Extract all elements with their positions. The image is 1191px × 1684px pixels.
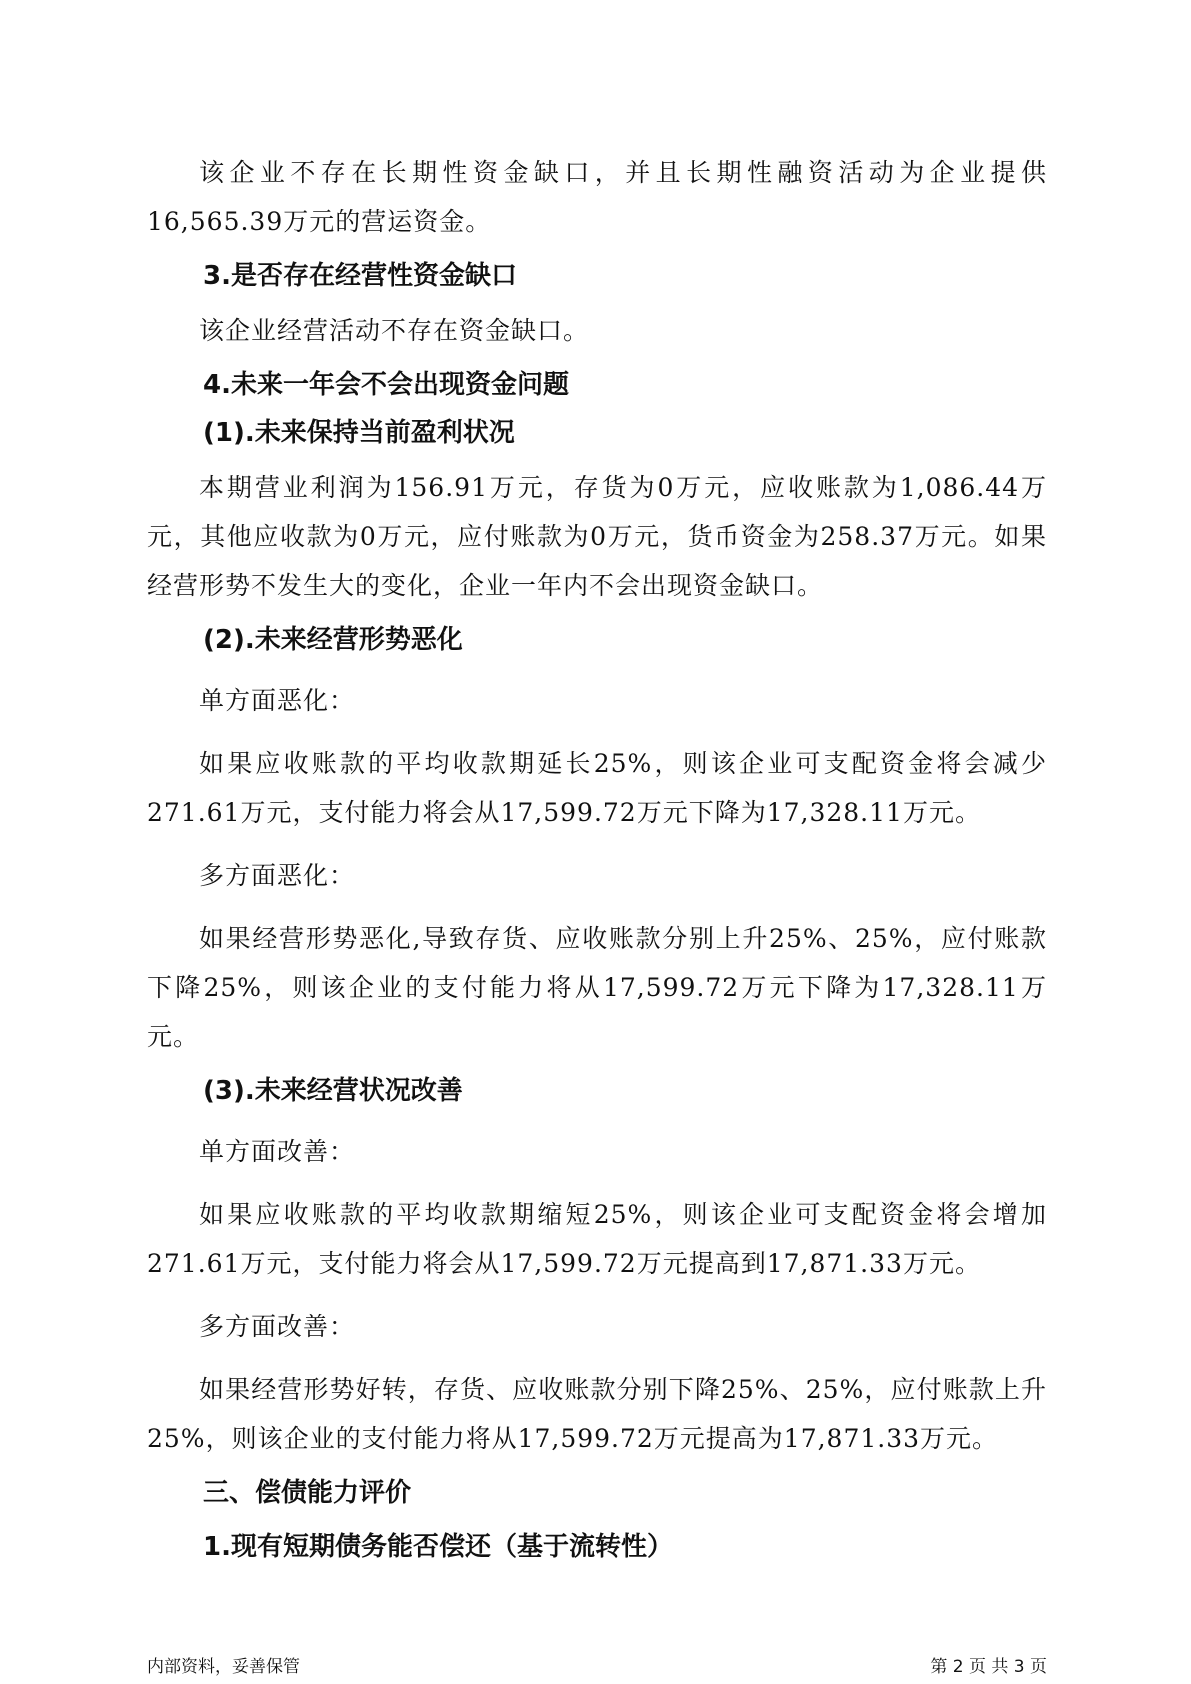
paragraph: 多方面恶化： xyxy=(199,861,356,890)
paragraph: 如果经营形势好转，存货、应收账款分别下降25%、25%，应付账款上升25%，则该企业的支付能力将从17,599.72万元提高为17,871.33万元。 xyxy=(147,1375,1047,1453)
heading-keep-profit: (1).未来保持当前盈利状况 xyxy=(203,418,515,448)
heading-operating-gap: 3.是否存在经营性资金缺口 xyxy=(203,261,517,291)
paragraph: 单方面改善： xyxy=(199,1137,356,1166)
heading-worsen: (2).未来经营形势恶化 xyxy=(203,625,463,655)
paragraph: 如果应收账款的平均收款期延长25%，则该企业可支配资金将会减少271.61万元，支付能力将会从17,599.72万元下降为17,328.11万元。 xyxy=(147,749,1047,827)
paragraph: 如果应收账款的平均收款期缩短25%，则该企业可支配资金将会增加271.61万元，支付能力将会从17,599.72万元提高到17,871.33万元。 xyxy=(147,1200,1047,1278)
paragraph: 多方面改善： xyxy=(199,1312,356,1341)
heading-short-term-debt: 1.现有短期债务能否偿还（基于流转性） xyxy=(203,1532,673,1562)
paragraph: 该企业经营活动不存在资金缺口。 xyxy=(199,316,590,345)
footer-confidential-note: 内部资料，妥善保管 xyxy=(147,1657,300,1677)
heading-improve: (3).未来经营状况改善 xyxy=(203,1076,463,1106)
paragraph: 本期营业利润为156.91万元，存货为0万元，应收账款为1,086.44万元，其他应收款为0万元，应付账款为0万元，货币资金为258.37万元。如果经营形势不发生大的变化，企业一年内不会出现资金缺口。 xyxy=(147,473,1047,600)
heading-next-year: 4.未来一年会不会出现资金问题 xyxy=(203,370,569,400)
paragraph: 如果经营形势恶化,导致存货、应收账款分别上升25%、25%，应付账款下降25%，则该企业的支付能力将从17,599.72万元下降为17,328.11万元。 xyxy=(147,924,1047,1051)
footer-page-number: 第 2 页 共 3 页 xyxy=(930,1657,1047,1677)
paragraph: 单方面恶化： xyxy=(199,686,356,715)
paragraph: 该企业不存在长期性资金缺口，并且长期性融资活动为企业提供16,565.39万元的营运资金。 xyxy=(147,158,1047,236)
page-content xyxy=(147,148,1047,1571)
heading-section-3: 三、偿债能力评价 xyxy=(203,1478,412,1508)
